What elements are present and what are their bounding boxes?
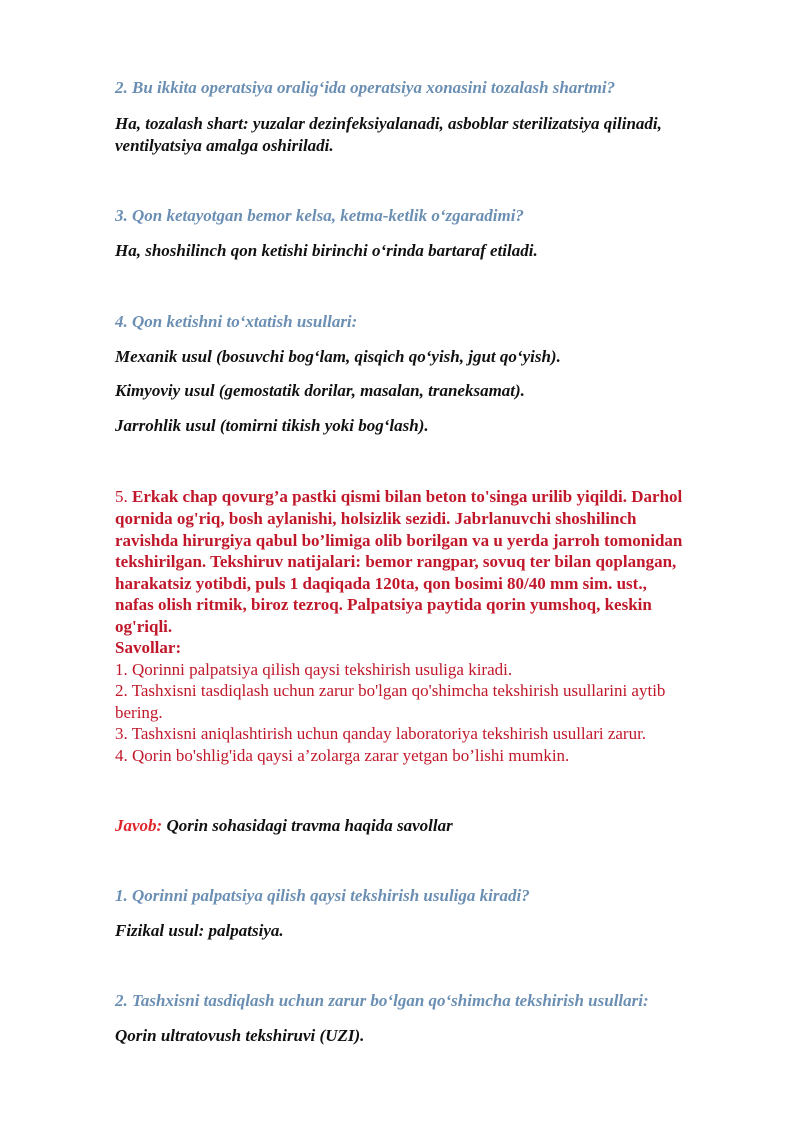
answer-2: Qorin ultratovush tekshiruvi (UZI). (115, 1026, 365, 1045)
answer-question-1: 1. Qorinni palpatsiya qilish qaysi tekshirish usuliga kiradi? (115, 886, 530, 905)
case-5-line-7: og'riqli. (115, 617, 173, 636)
answer-4-item-1: Mexanik usul (bosuvchi bog‘lam, qisqich qo‘yish, jgut qo‘yish). (115, 347, 561, 366)
question-3: 3. Qon ketayotgan bemor kelsa, ketma-ketlik o‘zgaradimi? (115, 206, 524, 225)
case-5-line-3: ravishda hirurgiya qabul bo’limiga olib borilgan va u yerda jarroh tomonidan (115, 531, 683, 550)
savollar-label: Savollar: (115, 638, 182, 657)
case-5-question-2-cont: bering. (115, 703, 163, 722)
answer-4-item-2: Kimyoviy usul (gemostatik dorilar, masalan, traneksamat). (115, 381, 525, 400)
case-5-question-4: 4. Qorin bo'shlig'ida qaysi a’zolarga zarar yetgan bo’lishi mumkin. (115, 746, 570, 765)
javob-heading (115, 815, 755, 837)
answer-question-2: 2. Tashxisni tasdiqlash uchun zarur bo‘lgan qo‘shimcha tekshirish usullari: (115, 991, 649, 1010)
case-5-question-2: 2. Tashxisni tasdiqlash uchun zarur bo'lgan qo'shimcha tekshirish usullarini aytib (115, 681, 666, 700)
question-4: 4. Qon ketishni to‘xtatish usullari: (115, 312, 358, 331)
answer-1: Fizikal usul: palpatsiya. (115, 921, 284, 940)
case-5-line-2: qornida og'riq, bosh aylanishi, holsizlik sezidi. Jabrlanuvchi shoshilinch (115, 509, 637, 528)
javob-label: Javob: (115, 816, 163, 835)
case-5-line-4: tekshirilgan. Tekshiruv natijalari: bemor rangpar, sovuq ter bilan qoplangan, (115, 552, 677, 571)
case-5-question-3: 3. Tashxisni aniqlashtirish uchun qanday laboratoriya tekshirish usullari zarur. (115, 724, 647, 743)
case-5-line-5: harakatsiz yotibdi, puls 1 daqiqada 120ta, qon bosimi 80/40 mm sim. ust., (115, 574, 647, 593)
question-2: 2. Bu ikkita operatsiya oralig‘ida operatsiya xonasini tozalash shartmi? (115, 78, 616, 97)
answer-3: Ha, shoshilinch qon ketishi birinchi o‘rinda bartaraf etiladi. (115, 241, 538, 260)
case-5-number: 5. (115, 487, 128, 506)
case-5-line-6: nafas olish ritmik, biroz tezroq. Palpatsiya paytida qorin yumshoq, keskin (115, 595, 652, 614)
javob-title: Qorin sohasidagi travma haqida savollar (162, 816, 453, 835)
answer-2-line-2: ventilyatsiya amalga oshiriladi. (115, 136, 334, 155)
answer-4-item-3: Jarrohlik usul (tomirni tikish yoki bog‘lash). (115, 416, 429, 435)
answer-2-line-1: Ha, tozalash shart: yuzalar dezinfeksiyalanadi, asboblar sterilizatsiya qilinadi, (115, 114, 662, 133)
case-5-text: Erkak chap qovurg’a pastki qismi bilan beton to'singa urilib yiqildi. Darhol (127, 487, 683, 506)
case-5-question-1: 1. Qorinni palpatsiya qilish qaysi tekshirish usuliga kiradi. (115, 660, 513, 679)
case-5-line-1 (115, 486, 755, 508)
